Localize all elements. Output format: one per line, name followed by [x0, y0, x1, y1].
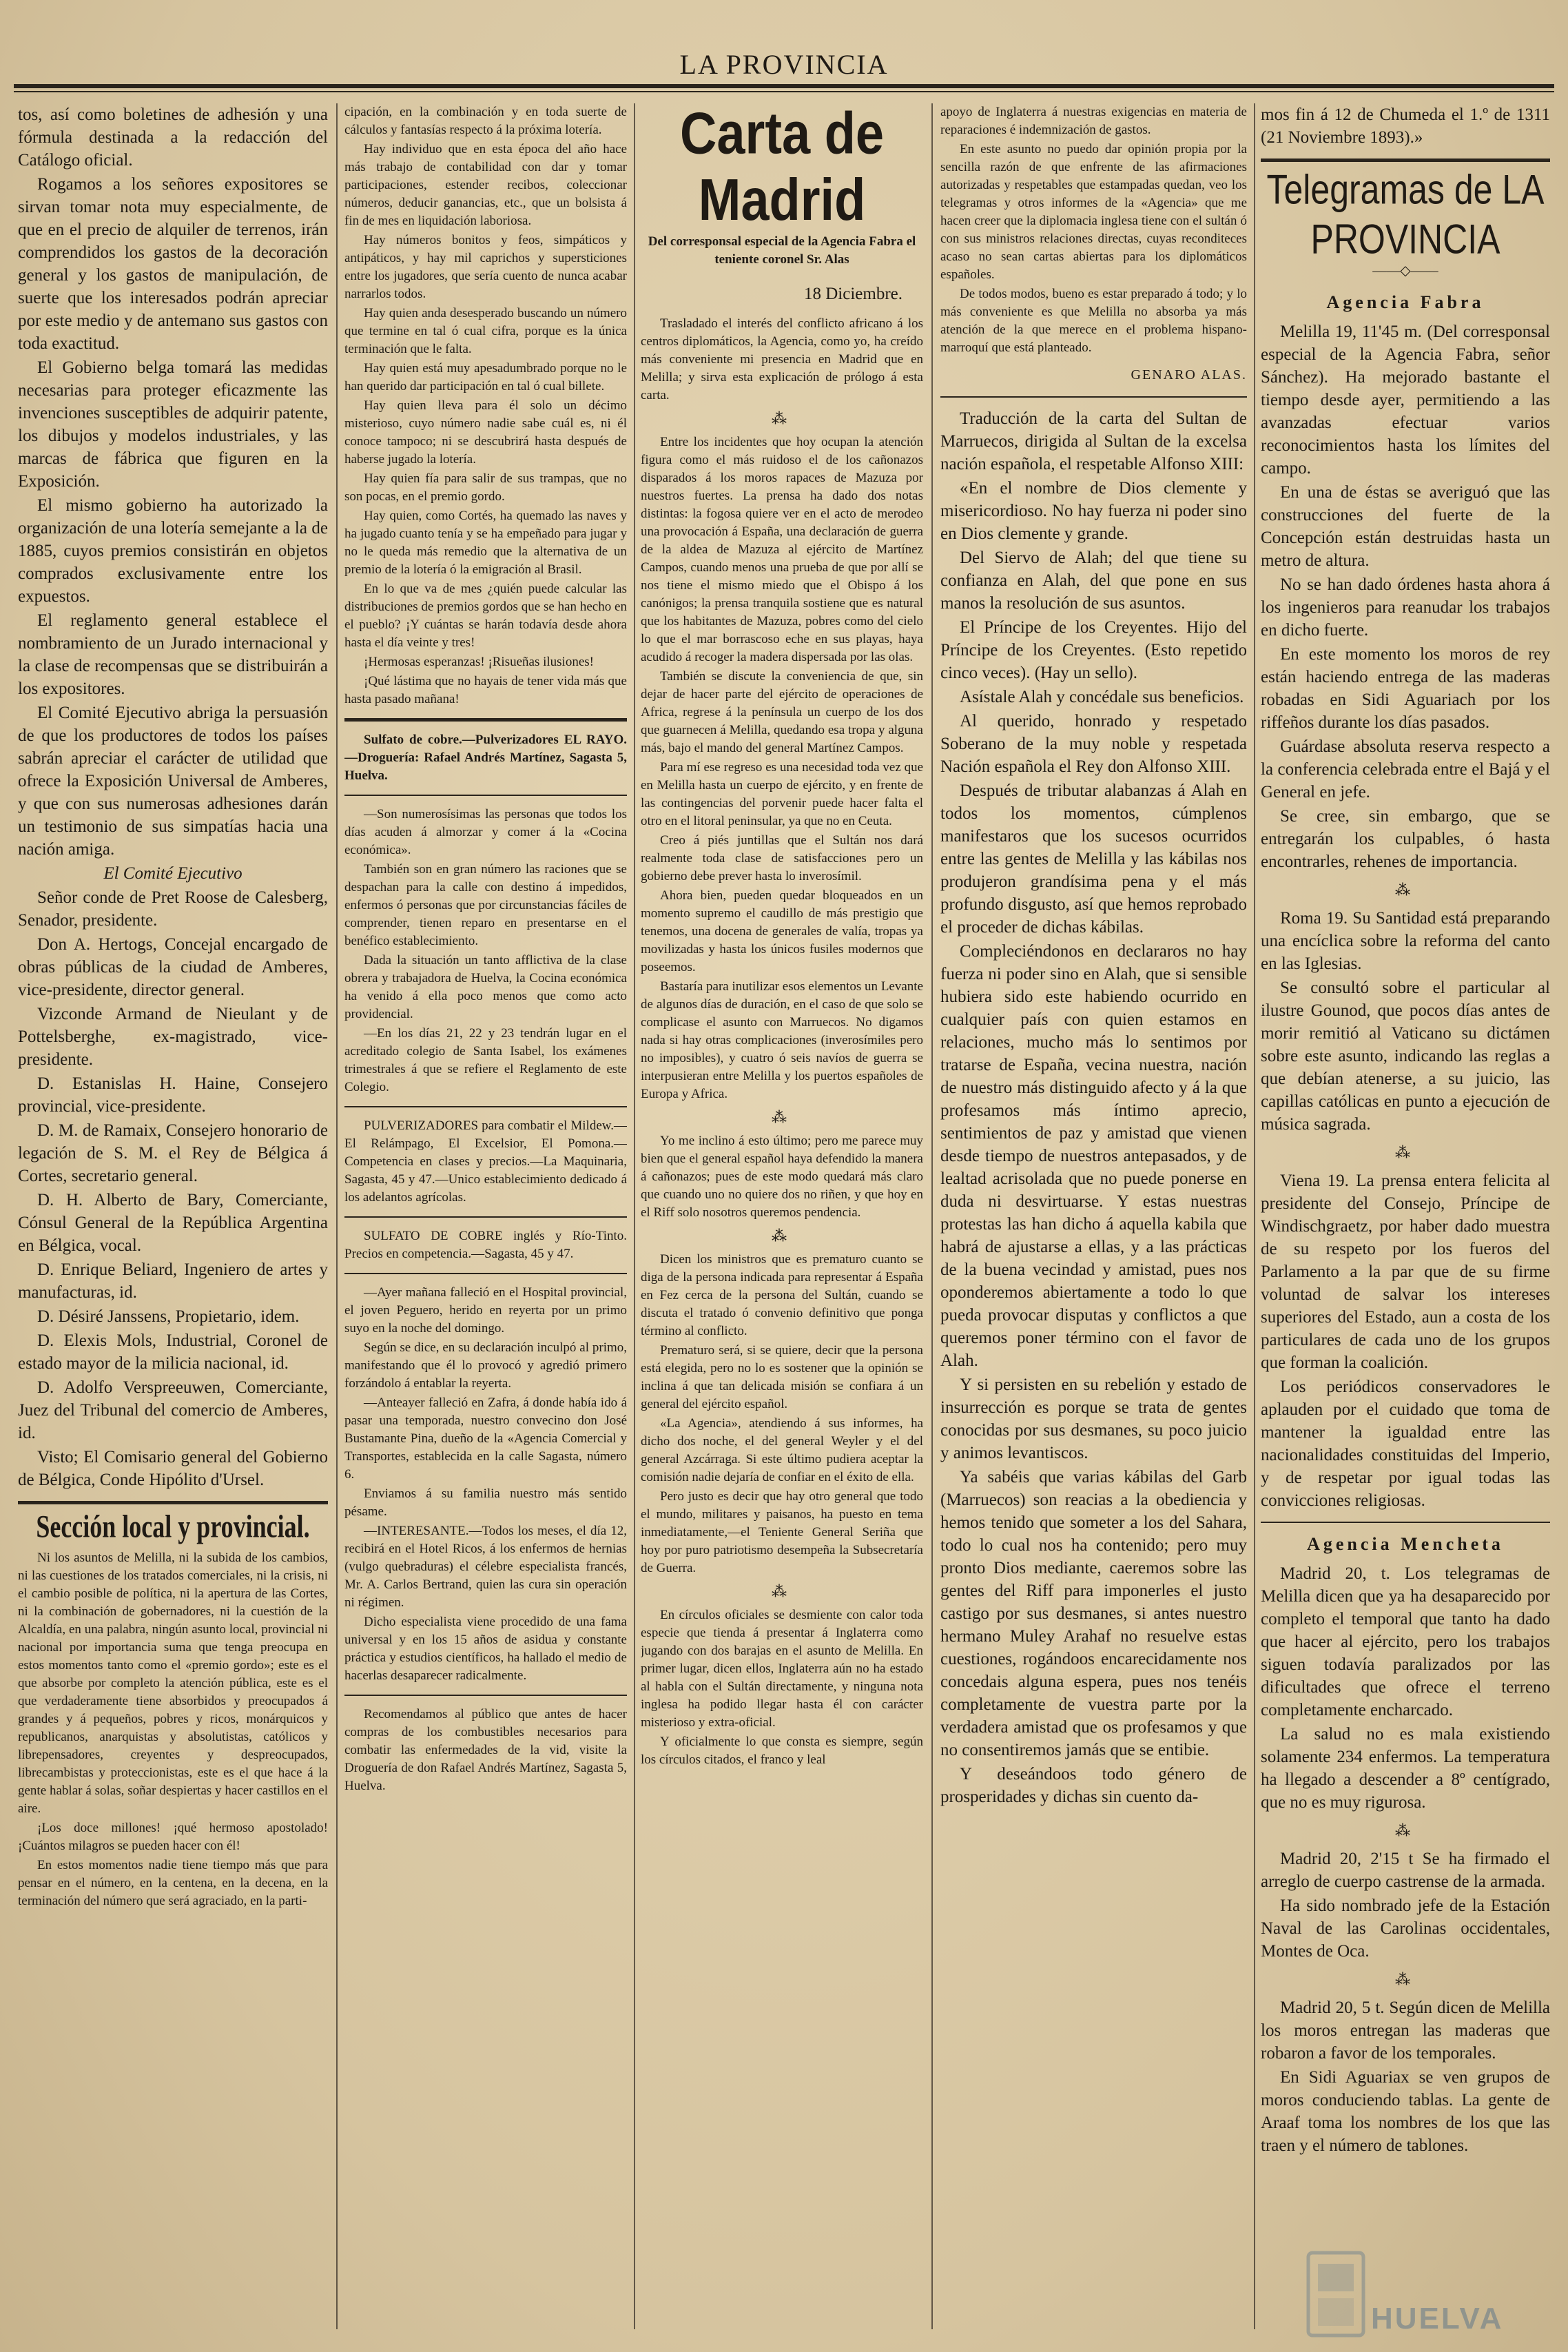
member-entry: D. Enrique Beliard, Ingeniero de artes y manufacturas, id. [18, 1260, 328, 1302]
paragraph: —Son numerosísimas las personas que todos los días acuden á almorzar y comer á la «Cocina económica». [344, 807, 627, 857]
advertisement: SULFATO DE COBRE inglés y Río-Tinto. Precios en competencia.—Sagasta, 45 y 47. [344, 1229, 627, 1261]
separator-stars: ⁂ [772, 1109, 792, 1126]
ornament-divider: ——◇—— [1372, 263, 1438, 278]
agency-heading: Agencia Mencheta [1307, 1534, 1504, 1554]
member-entry: Señor conde de Pret Roose de Calesberg, Senador, presidente. [18, 888, 328, 930]
article-date: 18 Diciembre. [803, 285, 902, 303]
paragraph: También se discute la conveniencia de que, sin dejar de hacer parte del ejército de operaciones de Africa, regrese á la península un cuerpo de los dos que guarnecen á Melilla, quedando esa tropa y alguna más, bajo el mando del general Martínez Campos. [641, 669, 923, 755]
rule [344, 1216, 627, 1218]
paragraph: En este momento los moros de rey están haciendo entrega de las maderas robadas en Sidi Aguariach por los riffeños durante los días pasados. [1261, 645, 1550, 732]
paragraph: El reglamento general establece el nombramiento de un Jurado internacional y la clase de recompensas que se distribuirán a los expositores. [18, 611, 328, 698]
paragraph: Ya sabéis que varias kábilas del Garb (Marruecos) son reacias a la obediencia y hemos tenido que someter a los del Sahara, todo lo cual nos ha contenido; pero muy pronto Dios mediante, caeremos sobre las gentes del Riff para imponerles el justo castigo por sus desmanes, si antes nuestro hermano Muley Arahaf no resuelve estas cuestiones, rogándoos encarecidamente nos concedais alguna espera, pues nos tenéis completamente de vuestra parte por la verdadera amistad que os profesamos y que no consentiremos jamás que se entibie. [940, 1468, 1247, 1759]
paragraph: Trasladado el interés del conflicto africano á los centros diplomáticos, la Agencia, como yo, ha creído más conveniente mi presencia en Madrid que en Melilla; y sirva esta explicación de prólogo á esta carta. [641, 316, 923, 402]
separator-stars: ⁂ [1395, 1822, 1416, 1839]
article-title: Carta de Madrid [679, 103, 885, 233]
paragraph: Después de tributar alabanzas á Alah en todos los momentos, cúmplenos manifestaros que los sucesos ocurridos entre las gentes de Melilla y las kábilas nos produjeron grandísima pena y el más profundo disgusto, así que hemos reprobado el proceder de dichas kábilas. [940, 781, 1247, 937]
paragraph: Viena 19. La prensa entera felicita al presidente del Consejo, Príncipe de Windischgraetz, por haber dado muestra de su respeto por los fueros del Parlamento a la par que de su firme voluntad de salvar los intereses superiores del Estado, aun a costa de los particulares de cada uno de los grupos que forman la coalición. [1261, 1172, 1550, 1372]
paragraph: —Ayer mañana falleció en el Hospital provincial, el joven Peguero, herido en reyerta por un primo suyo en la noche del domingo. [344, 1285, 627, 1336]
column-2 [344, 103, 627, 2329]
paragraph: mos fin á 12 de Chumeda el 1.º de 1311 (21 Noviembre 1893).» [1261, 105, 1550, 147]
separator-stars: ⁂ [1395, 1144, 1416, 1161]
column-1 [18, 103, 328, 2329]
rule [344, 795, 627, 796]
paragraph: También son en gran número las raciones que se despachan para la calle con destino á impedidos, enfermos ó personas que por circunstancias fáciles de comprender, tienen reparo en presentarse en el benéfico establecimiento. [344, 862, 627, 948]
rule [344, 1106, 627, 1107]
rule [940, 396, 1247, 398]
member-entry: Vizconde Armand de Nieulant y de Pottelsberghe, ex-magistrado, vice-presidente. [18, 1005, 328, 1069]
paragraph: En círculos oficiales se desmiente con calor toda especie que tienda á presentar á Inglaterra como jugando con dos barajas en el asunto de Melilla. En primer lugar, dicen ellos, Inglaterra aún no ha estado al habla con el Sultán directamente, y ninguna nota inglesa ha podido llegar hasta él con carácter misterioso y extra-oficial. [641, 1608, 923, 1730]
paragraph: Hay quien fía para salir de sus trampas, que no son pocas, en el premio gordo. [344, 471, 627, 504]
paragraph: Compleciéndonos en declararos no hay fuerza ni poder sino en Alah, que si sensible hubiera sido este habiendo ocurrido en cualquier país con quien estamos en relaciones, mucho más lo sentimos por tratarse de España, vecina nuestra, nación de nuestro más distinguido afecto y á la que profesamos más íntimo aprecio, sentimientos de paz y amistad que vienen desde tiempo de nuestros antepasados, y de lealtad acrisolada que no puede ponerse en duda ni desvirtuarse. Y estas nuestras protestas las han dicho á aquella kabila que habrá de ajustarse a ellas, y a las prácticas de la buena vecindad y amistad, pues nos oponderemos abiertamente a todo lo que pueda provocar disputas y conflictos a que queremos poner término con el favor de Alah. [940, 942, 1247, 1370]
member-entry: D. H. Alberto de Bary, Comerciante, Cónsul General de la República Argentina en Bélgica, vocal. [18, 1191, 328, 1255]
member-entry: D. Adolfo Verspreeuwen, Comerciante, Juez del Tribunal del comercio de Amberes, id. [18, 1378, 328, 1442]
paragraph: Hay individuo que en esta época del año hace más trabajo de contabilidad con dar y tomar participaciones, estender recibos, coleccionar números, deducir ganancias, etc., que un bolsista á fin de mes en liquidación laboriosa. [344, 142, 627, 228]
rule [1261, 158, 1550, 162]
paragraph: Se cree, sin embargo, que se entregarán los culpables, ó hasta encontrarles, rehenes de importancia. [1261, 807, 1550, 871]
column-5 [1261, 103, 1550, 2329]
paragraph: Dicen los ministros que es prematuro cuanto se diga de la persona indicada para representar á España en Fez cerca de la persona del Sultán, cuando se discuta el tratado ó convenio definitivo que ponga término al conflicto. [641, 1252, 923, 1338]
paragraph: Enviamos á su familia nuestro más sentido pésame. [344, 1486, 627, 1519]
member-entry: Visto; El Comisario general del Gobierno de Bélgica, Conde Hipólito d'Ursel. [18, 1448, 328, 1489]
separator-stars: ⁂ [772, 1227, 792, 1245]
paragraph: Se consultó sobre el particular al ilustre Gounod, que pocos días antes de morir remitió al Vaticano su dictámen sobre este asunto, indicando las reglas a que debían atenerse, a su juicio, las capillas católicas en punto a ejecución de música sagrada. [1261, 979, 1550, 1134]
separator-stars: ⁂ [772, 1583, 792, 1600]
signature: GENARO ALAS. [1131, 367, 1247, 382]
member-entry: D. Désiré Janssens, Propietario, idem. [37, 1307, 300, 1326]
section-rule [18, 1501, 328, 1504]
paragraph: En este asunto no puedo dar opinión propia por la sencilla razón de que enfrente de las afirmaciones autorizadas y respetables que estampadas quedan, veo los telegramas y otros informes de la «Agencia» que me hacen creer que la diplomacia inglesa tiene con el sultán ó con sus ministros relaciones directas, cuyas reconditeces acaso no sean cartas abiertas para los diplomáticos españoles. [940, 142, 1247, 282]
paragraph: Bastaría para inutilizar esos elementos un Levante de algunos días de duración, en el caso de que solo se complicase el asunto con Marruecos. No digamos nada si hay otras complicaciones (inverosímiles pero no imposibles), y cuatro ó seis navíos de guerra se interpusieran entre Melilla y los puertos españoles de Europa y Africa. [641, 979, 923, 1101]
paragraph: Rogamos a los señores expositores se sirvan tomar nota muy especialmente, de que en el precio de alquiler de terrenos, irán comprendidos los gastos de la decoración general y los gastos de manipulación, de suerte que los interesados podrán apreciar por este medio y de antemano sus gastos con toda exactitud. [18, 175, 328, 353]
member-entry: D. M. de Ramaix, Consejero honorario de legación de S. M. el Rey de Bélgica á Cortes, secretario general. [18, 1121, 328, 1185]
paragraph: Hay quien está muy apesadumbrado porque no le han querido dar participación en tal ó cual billete. [344, 361, 627, 393]
column-divider [1254, 103, 1255, 2329]
paragraph: Ha sido nombrado jefe de la Estación Naval de las Carolinas occidentales, Montes de Oca. [1261, 1896, 1550, 1961]
translation-title: Traducción de la carta del Sultan de Marruecos, dirigida al Sultan de la excelsa nación española, el respetable Alfonso XIII: [940, 409, 1247, 473]
paragraph: —En los días 21, 22 y 23 tendrán lugar en el acreditado colegio de Santa Isabel, los exámenes trimestrales á que se refiere el Reglamento de este Colegio. [344, 1026, 627, 1094]
separator-stars: ⁂ [1395, 1971, 1416, 1988]
agency-heading: Agencia Fabra [1326, 292, 1485, 312]
separator-stars: ⁂ [772, 410, 792, 427]
article-subtitle: Del corresponsal especial de la Agencia Fabra el teniente coronel Sr. Alas [648, 234, 916, 267]
paragraph: El Príncipe de los Creyentes. Hijo del Príncipe de los Creyentes. (Esto repetido cinco veces). (Hay un sello). [940, 618, 1247, 682]
paragraph: Hay quien lleva para él solo un décimo misterioso, cuyo número nadie sabe cuál es, ni él conoce tampoco; ni se descubrirá hasta después de haberse jugado la lotería. [344, 398, 627, 467]
column-divider [634, 103, 635, 2329]
paragraph: cipación, en la combinación y en toda suerte de cálculos y fantasías respecto á la próxima lotería. [344, 105, 627, 137]
column-3 [641, 103, 923, 2329]
advertisement: Recomendamos al público que antes de hacer compras de los combustibles necesarios para combatir las enfermedades de la vid, visite la Droguería de don Rafael Andrés Martínez, Sagasta 5, Huelva. [344, 1707, 627, 1793]
paragraph: La salud no es mala existiendo solamente 234 enfermos. La temperatura ha llegado a descender a 8º centígrado, que no es muy rigurosa. [1261, 1725, 1550, 1812]
masthead-rule-thin [14, 91, 1554, 92]
paragraph: El mismo gobierno ha autorizado la organización de una lotería semejante a la de 1885, cuyos premios consistirán en objetos comprados exclusivamente entre los expuestos. [18, 496, 328, 606]
paragraph: Pero justo es decir que hay otro general que todo el mundo, militares y paisanos, ha puesto en tema inmediatamente,—el Teniente General Seriña que hoy por puro patriotismo desempeña la Subsecretaría de Guerra. [641, 1489, 923, 1575]
column-4 [940, 103, 1247, 2329]
paragraph: Para mí ese regreso es una necesidad toda vez que en Melilla hasta un cuerpo de ejército, y en frente de las contingencias del porvenir puede hacer falta el otro en el litoral peninsular, ya que no en Ceuta. [641, 760, 923, 828]
paragraph: Según se dice, en su declaración inculpó al primo, manifestando que él lo provocó y agredió primero forzándolo á entablar la reyerta. [344, 1340, 627, 1391]
paragraph: Y deseándoos todo género de prosperidades y dichas sin cuento da- [940, 1765, 1247, 1806]
member-entry: D. Elexis Mols, Industrial, Coronel de estado mayor de la milicia nacional, id. [18, 1331, 328, 1373]
advertisement: Sulfato de cobre.—Pulverizadores EL RAYO.—Droguería: Rafael Andrés Martínez, Sagasta 5, Huelva. [344, 733, 627, 783]
member-entry: Don A. Hertogs, Concejal encargado de obras públicas de la ciudad de Amberes, vice-presidente, director general. [18, 935, 328, 999]
paragraph: Madrid 20, 5 t. Según dicen de Melilla los moros entregan las maderas que robaron a favor de los temporales. [1261, 1998, 1550, 2063]
paragraph: tos, así como boletines de adhesión y una fórmula destinada a la redacción del Catálogo oficial. [18, 105, 328, 170]
paragraph: En lo que va de mes ¿quién puede calcular las distribuciones de premios gordos que se han hecho en el pueblo? ¡Y cuántas se harán todavía desde ahora hasta el día veinte y tres! [344, 582, 627, 650]
paragraph: Roma 19. Su Santidad está preparando una encíclica sobre la reforma del canto en las Iglesias. [1261, 909, 1550, 973]
paragraph: Madrid 20, t. Los telegramas de Melilla dicen que ya ha desaparecido por completo el temporal que tanto ha dado que hacer al ejército, pero los trabajos siguen todavía paralizados por las dificultades que ofrece el terreno completamente encharcado. [1261, 1564, 1550, 1719]
paragraph: Dicho especialista viene procedido de una fama universal y en los 15 años de asidua y constante práctica y estudios científicos, ha hallado el medio de hacerlas desaparecer radicalmente. [344, 1615, 627, 1683]
rule [344, 1695, 627, 1696]
rule [1261, 1522, 1550, 1523]
paragraph: Melilla 19, 11'45 m. (Del corresponsal especial de la Agencia Fabra, señor Sánchez). Ha mejorado bastante el tiempo desde ayer, permitiendo a las avanzadas efectuar varios reconocimientos hasta los límites del campo. [1261, 323, 1550, 478]
column-divider [931, 103, 933, 2329]
paragraph: En Sidi Aguariax se ven grupos de moros conduciendo tablas. La gente de Araaf toma los nombres de los que las traen y el número de tablones. [1261, 2068, 1550, 2155]
masthead-rule [14, 84, 1554, 88]
paragraph: —Anteayer falleció en Zafra, á donde había ido á pasar una temporada, nuestro convecino don José Bustamante Pina, dueño de la «Agencia Comercial y Transportes, establecida en la calle Sagasta, número 6. [344, 1395, 627, 1482]
paragraph: ¡Hermosas esperanzas! ¡Risueñas ilusiones! [364, 655, 594, 669]
paragraph: «En el nombre de Dios clemente y misericordioso. No hay fuerza ni poder sino en Dios clemente y grande. [940, 479, 1247, 543]
paragraph: —INTERESANTE.—Todos los meses, el día 12, recibirá en el Hotel Ricos, á los enfermos de hernias (vulgo quebraduras) el célebre especialista francés, Mr. A. Carlos Bertrand, quien las cura sin operación ni régimen. [344, 1524, 627, 1610]
member-entry: D. Estanislas H. Haine, Consejero provincial, vice-presidente. [18, 1074, 328, 1116]
paragraph: ¡Los doce millones! ¡qué hermoso apostolado! ¡Cuántos milagros se pueden hacer con él! [18, 1821, 328, 1853]
rule [344, 1273, 627, 1274]
separator-stars: ⁂ [1395, 881, 1416, 899]
paragraph: No se han dado órdenes hasta ahora á los ingenieros para reanudar los trabajos en dicho fuerte. [1261, 575, 1550, 640]
paragraph: Entre los incidentes que hoy ocupan la atención figura como el más ruidoso el de los cañonazos disparados á los moros rapaces de Mazuza por nuestros fuertes. La prensa ha dado dos notas distintas: la fogosa quiere ver en el acto de merodeo una provocación á España, una declaración de guerra de la aldea de Mazuza al ejército de Martínez Campos, cuando menos una prueba de que por allí se nos tiene el mismo miedo que el Obispo á los canónigos; la prensa tranquila sostiene que es natural que los habitantes de Mazuza, pobres como del cielo lo que el mar borrascoso eche en sus playas, haya acudido á recoger la madera dispersada por las olas. [641, 435, 923, 664]
advertisement: PULVERIZADORES para combatir el Mildew.—El Relámpago, El Excelsior, El Pomona.—Competencia en clases y precios.—La Maquinaria, Sagasta, 45 y 47.—Unico establecimiento dedicado á los adelantos agrícolas. [344, 1118, 627, 1205]
paragraph: De todos modos, bueno es estar preparado á todo; y lo más conveniente es que Melilla no absorba ya más atención de la que merece en el problema hispano-marroquí que está planteado. [940, 287, 1247, 355]
rule [344, 718, 627, 722]
paragraph: ¡Qué lástima que no hayais de tener vida más que hasta pasado mañana! [344, 674, 627, 706]
paragraph: El Comité Ejecutivo abriga la persuasión de que los productores de todos los países sabrán apreciar el carácter de utilidad que ofrece la Exposición Universal de Amberes, y que con sus numerosas adhesiones darán un testimonio de sus simpatías hacia una nación amiga. [18, 704, 328, 859]
paragraph: «La Agencia», atendiendo á sus informes, ha dicho dos noche, el del general Weyler y el del general Azcárraga. Si este último pudiera aceptar la comisión nadie dejaría de confiar en el éxito de ella. [641, 1416, 923, 1484]
paragraph: En una de éstas se averiguó que las construcciones del fuerte de la Concepción están destruidas hasta un metro de altura. [1261, 483, 1550, 570]
paragraph: Y oficialmente lo que consta es siempre, según los círculos citados, el franco y leal [641, 1735, 923, 1767]
paragraph: Hay números bonitos y feos, simpáticos y antipáticos, y hay mil caprichos y supersticiones entre los jugadores, que sería cuento de nunca acabar narrarlos todos. [344, 233, 627, 301]
paragraph: Dada la situación un tanto afflictiva de la clase obrera y trabajadora de Huelva, la Cocina económica ha venido á ella poco menos que como acto providencial. [344, 953, 627, 1021]
paragraph: Al querido, honrado y respetado Soberano de la muy noble y respetada Nación española el Rey don Alfonso XIII. [940, 712, 1247, 776]
column-divider [336, 103, 338, 2329]
paragraph: Del Siervo de Alah; del que tiene su confianza en Alah, del que pone en sus manos la resolución de sus asuntos. [940, 549, 1247, 613]
paragraph: Ni los asuntos de Melilla, ni la subida de los cambios, ni las cuestiones de los tratados comerciales, ni la crisis, ni el cambio posible de política, ni la apertura de las Cortes, ni la combinación de gobernadores, ni la cuestión de la Alcaldía, en una palabra, ningún asunto local, provincial ni nacional por importancia suma que tenga preocupa en estos momentos tanto como el «premio gordo»; este es el que absorbe por completo la atención pública, este es el que verdaderamente tiene absorbidos y preocupados á grandes y á pequeños, pobres y ricos, monárquicos y republicanos, anarquistas y absolutistas, católicos y librepensadores, creyentes y despreocupados, librecambistas y proteccionistas, este es el que hace á la gente hablar á solas, soñar despiertas y hacer castillos en el aire. [18, 1551, 328, 1816]
paragraph: Ahora bien, pueden quedar bloqueados en un momento supremo el caudillo de más prestigio que tenemos, una docena de generales de valía, tropas ya movilizadas y hasta los únicos fusiles modernos que poseemos. [641, 888, 923, 974]
paragraph: Y si persisten en su rebelión y estado de insurrección es porque se trata de gentes conocidas por sus desmanes, su poco juicio y animos levantiscos. [940, 1376, 1247, 1462]
paragraph: Creo á piés juntillas que el Sultán nos dará realmente toda clase de satisfacciones pero un gobierno debe prever hasta lo inverosímil. [641, 833, 923, 883]
paragraph: Hay quien, como Cortés, ha quemado las naves y ha jugado cuanto tenía y se ha empeñado para jugar y no le queda más remedio que la alternativa de un premio de la lotería ó la emigración al Brasil. [344, 509, 627, 577]
section-title: Sección local y provincial. [36, 1508, 310, 1544]
paragraph: Prematuro será, si se quiere, decir que la persona está elegida, pero no lo es sostener que la opinión se inclina á que tan delicada misión se confiara á un general del ejército español. [641, 1343, 923, 1411]
paragraph: Madrid 20, 2'15 t Se ha firmado el arreglo de cuerpo castrense de la armada. [1261, 1850, 1550, 1891]
committee-title: El Comité Ejecutivo [103, 864, 243, 883]
paragraph: El Gobierno belga tomará las medidas necesarias para proteger eficazmente las invenciones susceptibles de adquirir patente, los dibujos y modelos industriales, y las marcas de fábrica que figuren en la Exposición. [18, 358, 328, 491]
masthead: LA PROVINCIA [679, 49, 889, 80]
paragraph: Los periódicos conservadores le aplauden por el cuidado que toma de mantener la igualdad entre las nacionalidades constituidas del Imperio, y de respetar por igual todas las convicciones religiosas. [1261, 1378, 1550, 1510]
paragraph: Yo me inclino á esto último; pero me parece muy bien que el general español haya defendido la manera á cañonazos; pues de este modo quedará más claro que cuando uno no quiere dos no riñen, y que hoy en el Riff solo nosotros queremos pendencia. [641, 1134, 923, 1220]
paragraph: apoyo de Inglaterra á nuestras exigencias en materia de reparaciones é indemnización de gastos. [940, 105, 1247, 137]
paragraph: Asístale Alah y concédale sus beneficios. [960, 688, 1244, 706]
paragraph: En estos momentos nadie tiene tiempo más que para pensar en el número, en la centena, en la decena, en la terminación del número que será agraciado, en la parti- [18, 1858, 328, 1908]
telegrams-title: Telegramas de LA PROVINCIA [1266, 166, 1545, 263]
paragraph: Hay quien anda desesperado buscando un número que termine en tal ó cual cifra, porque es la única terminación que le falta. [344, 306, 627, 356]
archive-stamp-text: HUELVA [1371, 2302, 1504, 2335]
paragraph: Guárdase absoluta reserva respecto a la conferencia celebrada entre el Bajá y el General en jefe. [1261, 737, 1550, 801]
